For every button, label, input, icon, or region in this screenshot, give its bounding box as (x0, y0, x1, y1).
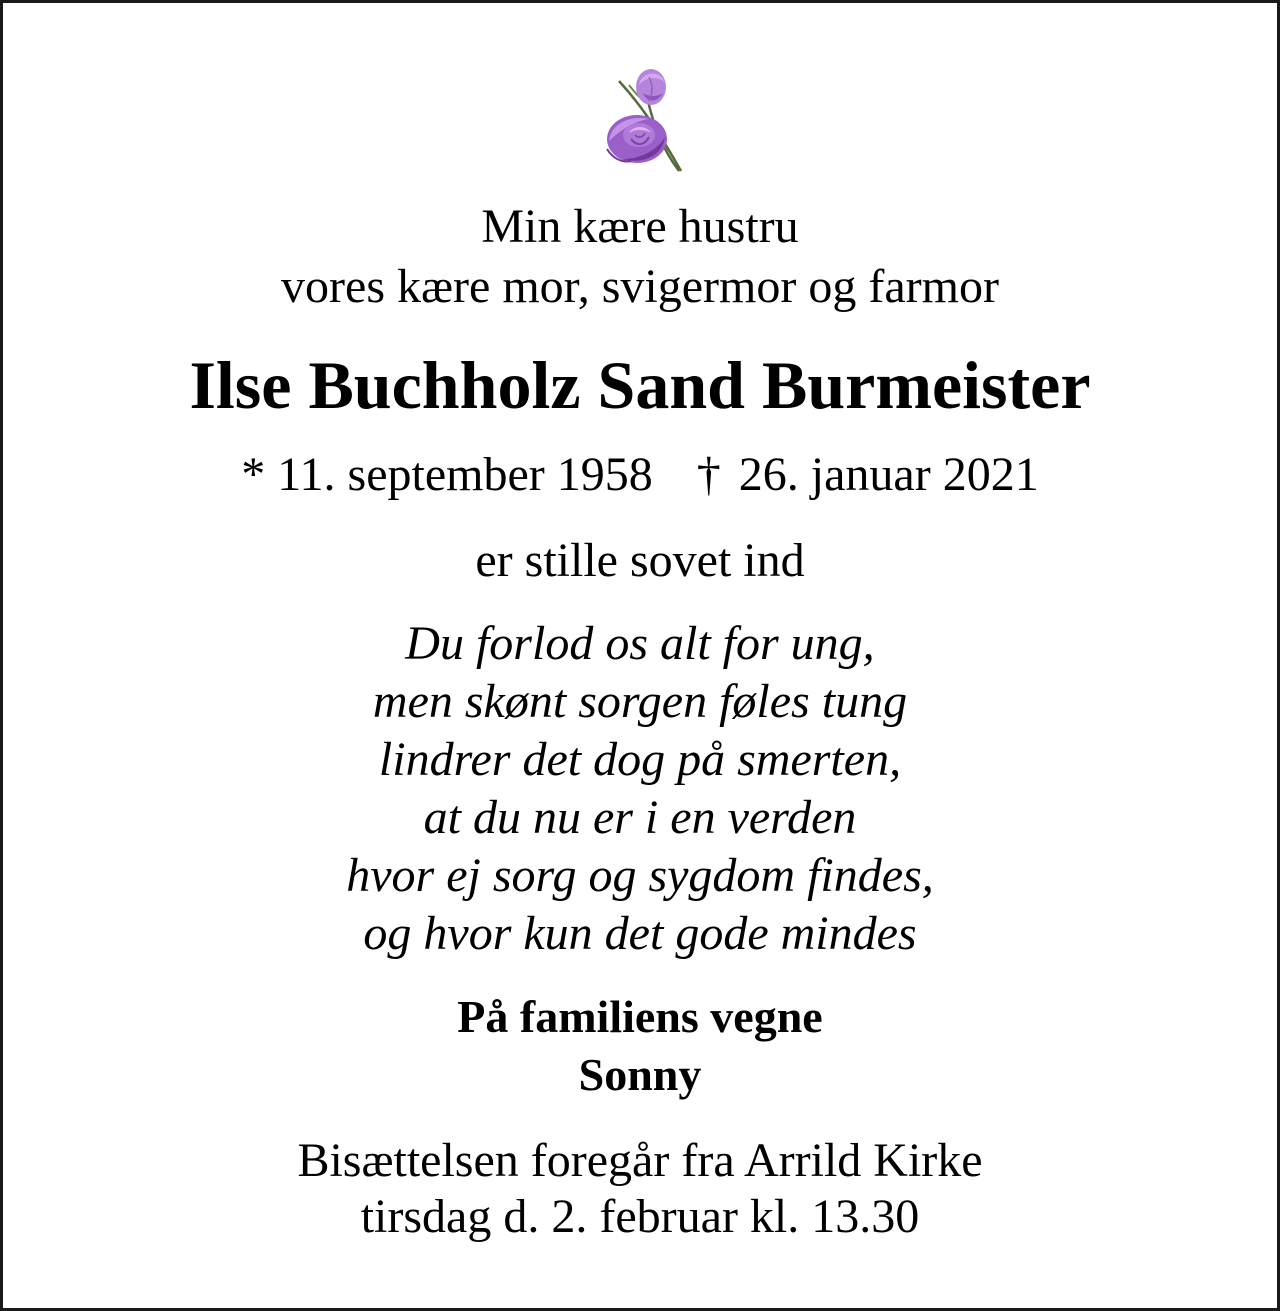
intro-line-1: Min kære hustru (481, 200, 799, 253)
birth-date: 11. september 1958 (277, 448, 653, 501)
passed-text: er stille sovet ind (475, 534, 805, 587)
dagger-icon: † (696, 448, 721, 501)
verse-line-4: at du nu er i en verden (423, 791, 857, 844)
life-dates (3, 446, 1277, 504)
intro-line-2: vores kære mor, svigermor og farmor (281, 260, 999, 313)
birth-symbol: * (241, 448, 266, 501)
service-time: tirsdag d. 2. februar kl. 13.30 (360, 1190, 920, 1243)
verse-line-2: men skønt sorgen føles tung (372, 675, 908, 728)
death-date: 26. januar 2021 (738, 448, 1039, 501)
verse-line-1: Du forlod os alt for ung, (405, 617, 875, 670)
verse-line-5: hvor ej sorg og sygdom findes, (346, 849, 934, 902)
signature-line-1: På familiens vegne (457, 991, 823, 1042)
rose-icon (599, 63, 691, 175)
signature-name: Sonny (578, 1049, 702, 1100)
deceased-name: Ilse Buchholz Sand Burmeister (189, 347, 1091, 423)
service-location: Bisættelsen foregår fra Arrild Kirke (297, 1134, 983, 1187)
verse-line-6: og hvor kun det gode mindes (363, 907, 917, 960)
verse-line-3: lindrer det dog på smerten, (378, 733, 902, 786)
